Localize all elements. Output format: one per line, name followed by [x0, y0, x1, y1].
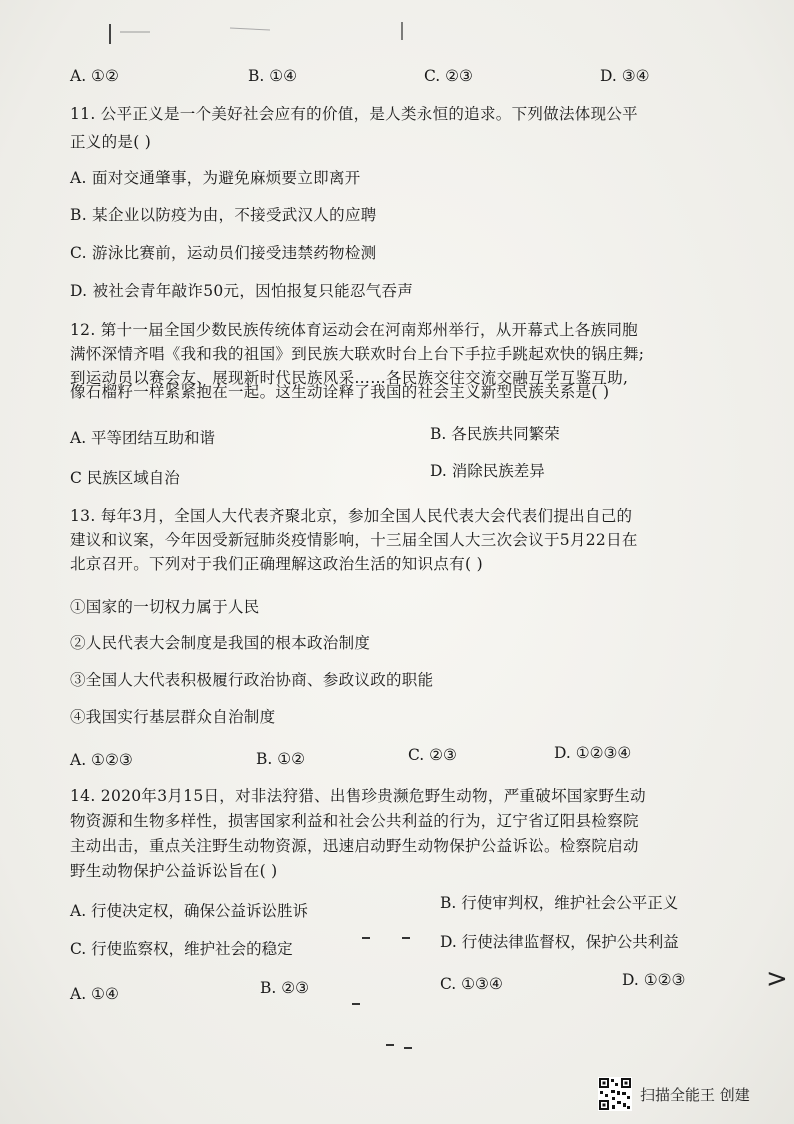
q10-option-c: C. ②③ [424, 67, 473, 85]
scan-dash [352, 1003, 360, 1005]
q13-option-b: B. ①② [256, 750, 306, 768]
q12-stem-line3: 到运动员以赛会友、展现新时代民族风采……各民族交往交流交融互学互鉴互助, [70, 369, 629, 387]
q14-stem-line1: 14. 2020年3月15日，对非法狩猎、出售珍贵濒危野生动物，严重破坏国家野生动 [70, 787, 646, 805]
scan-dash [404, 1047, 412, 1049]
q14-stem-line3: 主动出击，重点关注野生动物资源，迅速启动野生动物保护公益诉讼。检察院启动 [70, 837, 639, 855]
qr-code-icon [598, 1077, 632, 1111]
q14-statement-c: C. 行使监察权，维护社会的稳定 [70, 940, 293, 958]
q10-option-b: B. ①④ [248, 67, 298, 85]
q14-option-c: C. ①③④ [440, 975, 503, 993]
q10-option-d: D. ③④ [600, 67, 650, 85]
q13-statement-4: ④我国实行基层群众自治制度 [70, 708, 276, 726]
q14-option-d: D. ①②③ [622, 971, 686, 989]
q14-stem-line2: 物资源和生物多样性，损害国家利益和社会公共利益的行为，辽宁省辽阳县检察院 [70, 812, 639, 830]
scan-dash [386, 1044, 394, 1046]
q12-stem-line2: 满怀深情齐唱《我和我的祖国》到民族大联欢时台上台下手拉手跳起欢快的锅庄舞; [70, 345, 645, 363]
q14-stem-line4: 野生动物保护公益诉讼旨在( ) [70, 862, 278, 880]
q13-option-c: C. ②③ [408, 746, 457, 764]
q13-statement-3: ③全国人大代表积极履行政治协商、参政议政的职能 [70, 671, 434, 689]
q12-option-d: D. 消除民族差异 [430, 462, 545, 480]
scanner-watermark [598, 1077, 778, 1111]
q14-statement-d: D. 行使法律监督权，保护公共利益 [440, 933, 679, 951]
q11-option-d: D. 被社会青年敲诈50元，因怕报复只能忍气吞声 [70, 282, 414, 300]
q12-option-b: B. 各民族共同繁荣 [430, 425, 560, 443]
q11-stem-line1: 11. 公平正义是一个美好社会应有的价值，是人类永恒的追求。下列做法体现公平 [70, 105, 638, 123]
scan-artifact [90, 18, 510, 48]
q11-option-a: A. 面对交通肇事，为避免麻烦要立即离开 [70, 169, 361, 187]
q12-option-a: A. 平等团结互助和谐 [70, 429, 216, 447]
q10-option-a: A. ①② [70, 67, 119, 85]
q14-statement-b: B. 行使审判权，维护社会公平正义 [440, 894, 679, 912]
q13-option-d: D. ①②③④ [554, 744, 632, 762]
q11-option-b: B. 某企业以防疫为由，不接受武汉人的应聘 [70, 206, 377, 224]
scan-dash [402, 937, 410, 939]
q13-statement-2: ②人民代表大会制度是我国的根本政治制度 [70, 634, 371, 652]
scan-bracket-mark: > [766, 964, 788, 994]
q13-stem-line1: 13. 每年3月，全国人大代表齐聚北京，参加全国人民代表大会代表们提出自己的 [70, 507, 633, 525]
q13-stem-line3: 北京召开。下列对于我们正确理解这政治生活的知识点有( ) [70, 555, 483, 573]
q12-stem-line1: 12. 第十一届全国少数民族传统体育运动会在河南郑州举行，从开幕式上各族同胞 [70, 321, 638, 339]
scanner-watermark-text: 扫描全能王 创建 [640, 1086, 750, 1104]
q11-option-c: C. 游泳比赛前，运动员们接受违禁药物检测 [70, 244, 377, 262]
q11-stem-line2: 正义的是( ) [70, 133, 152, 151]
q13-option-a: A. ①②③ [70, 751, 133, 769]
q12-option-c: C 民族区域自治 [70, 469, 180, 487]
q13-statement-1: ①国家的一切权力属于人民 [70, 598, 260, 616]
q12-stem-line4: 像石榴籽一样紧紧抱在一起。这生动诠释了我国的社会主义新型民族关系是( ) [70, 383, 610, 401]
q14-option-b: B. ②③ [260, 979, 310, 997]
scan-dash [362, 937, 370, 939]
q14-option-a: A. ①④ [70, 985, 119, 1003]
q13-stem-line2: 建议和议案，今年因受新冠肺炎疫情影响，十三届全国人大三次会议于5月22日在 [70, 531, 638, 549]
q14-statement-a: A. 行使决定权，确保公益诉讼胜诉 [70, 902, 309, 920]
